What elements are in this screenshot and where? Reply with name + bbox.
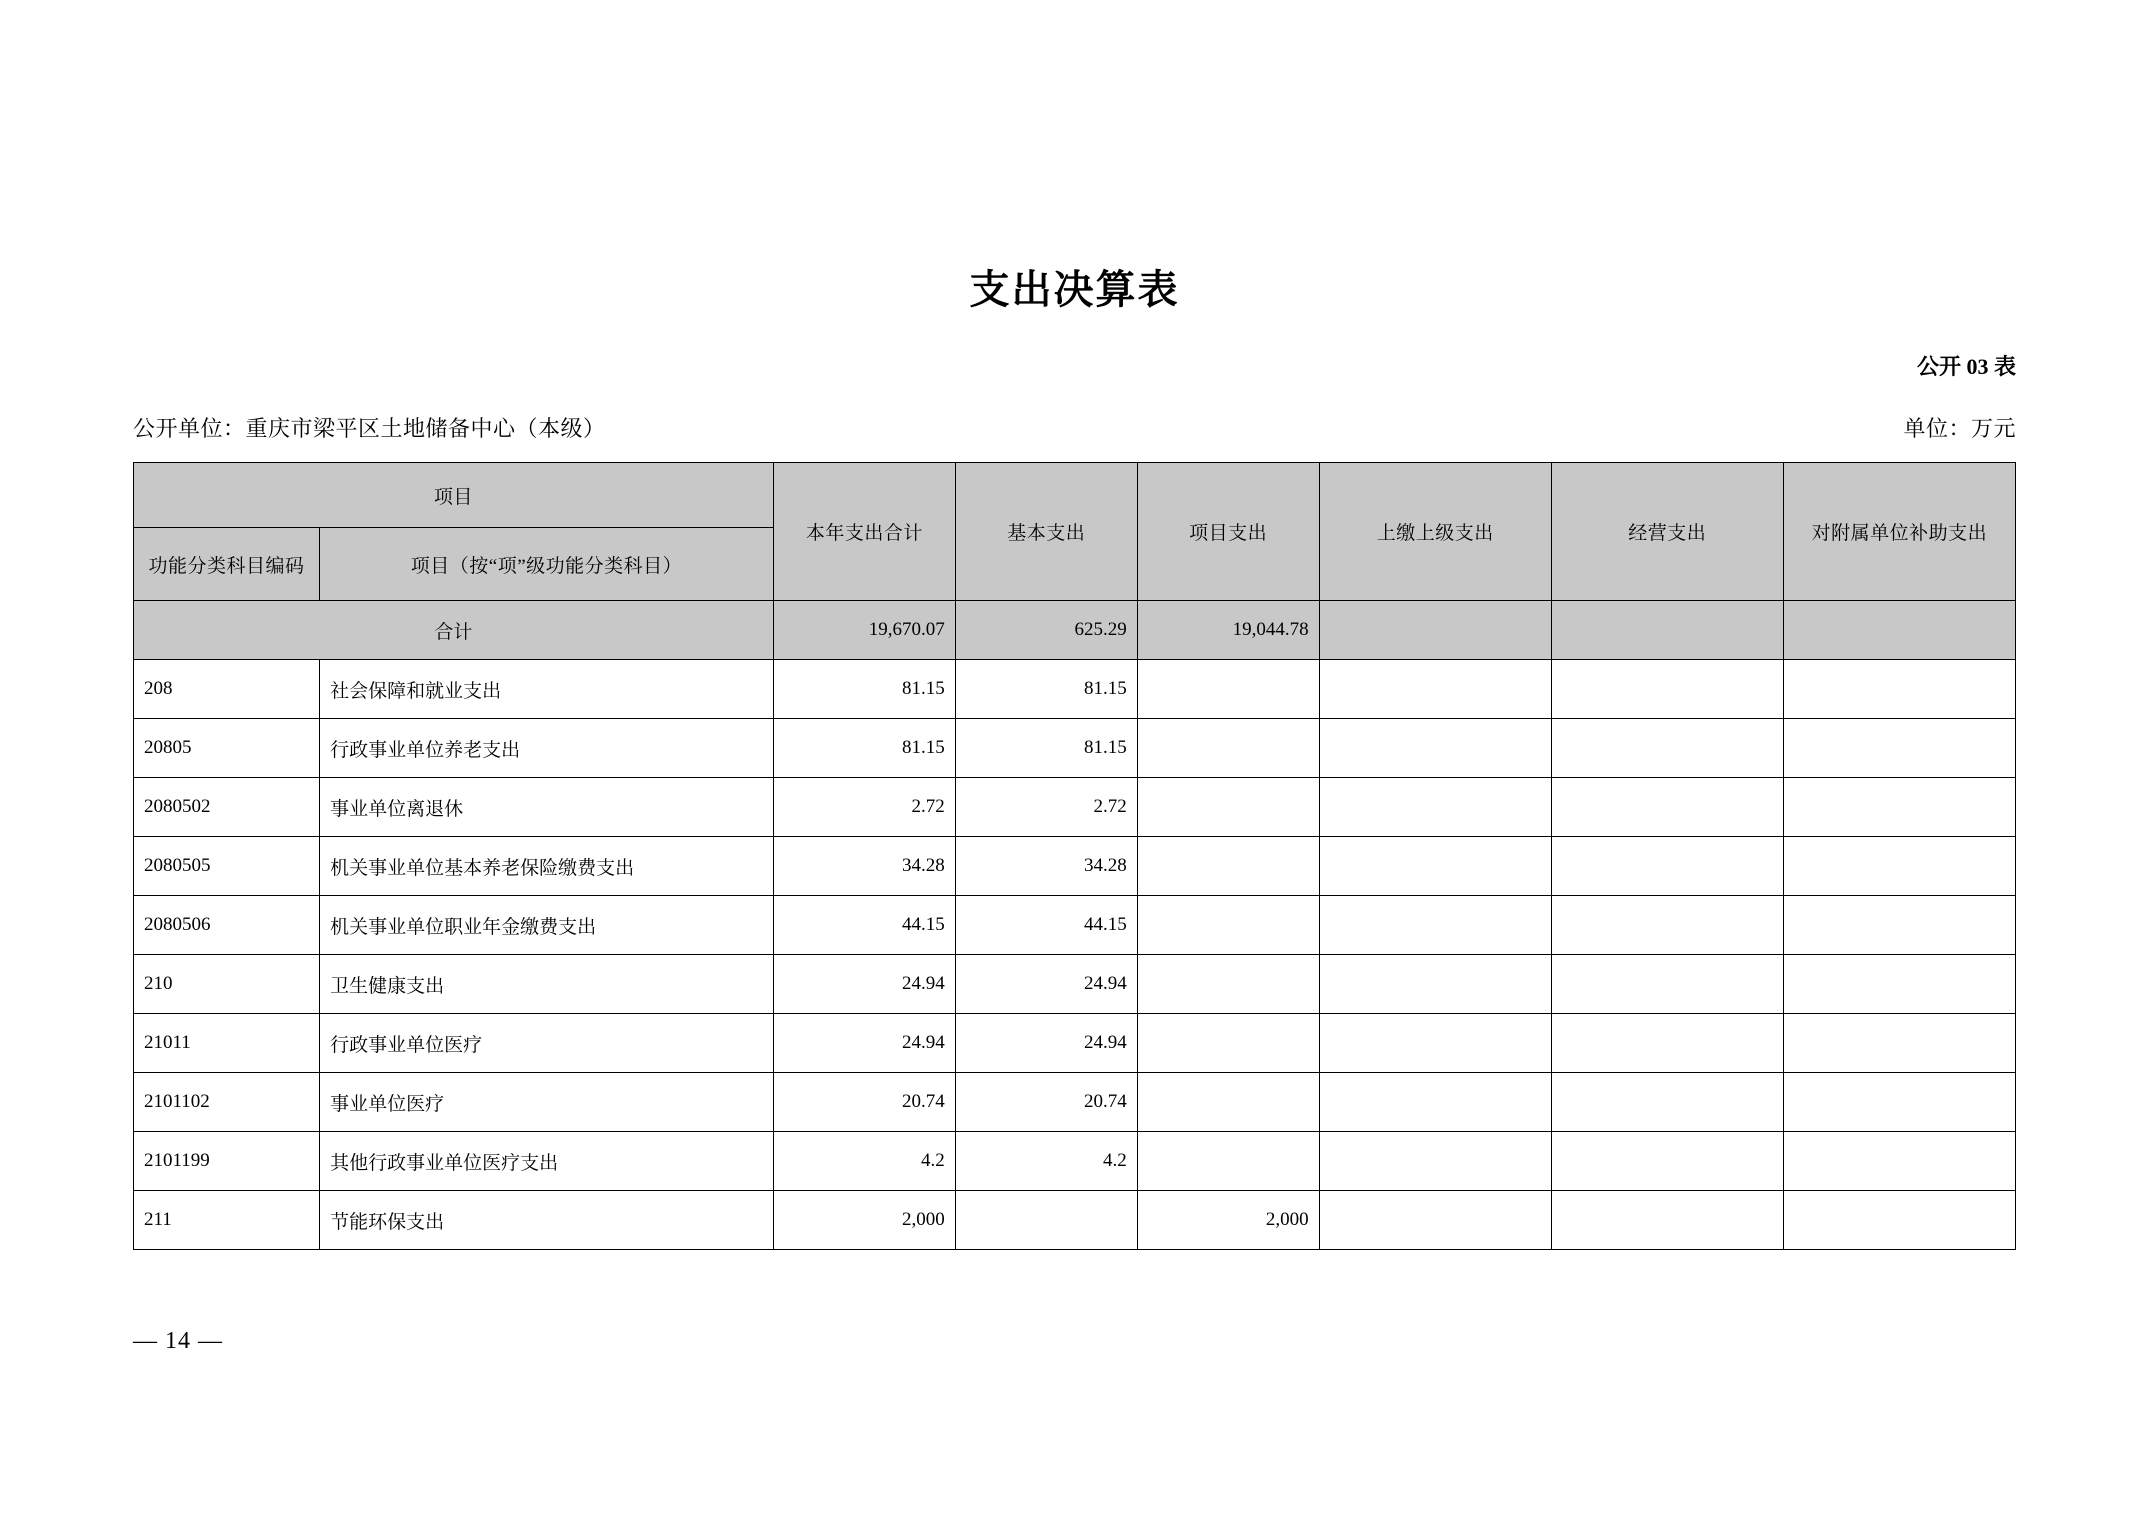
row-value-3 <box>1319 719 1551 778</box>
header-group-item: 项目 <box>134 463 774 528</box>
row-value-5 <box>1783 778 2015 837</box>
table-header-row-1 <box>134 463 2016 528</box>
row-value-0: 34.28 <box>773 837 955 896</box>
row-value-1: 2.72 <box>955 778 1137 837</box>
row-code: 2101102 <box>134 1073 320 1132</box>
row-value-0: 81.15 <box>773 719 955 778</box>
table-row <box>134 1191 2016 1250</box>
row-value-5 <box>1783 955 2015 1014</box>
row-value-3 <box>1319 1132 1551 1191</box>
header-upper-level-payment: 上缴上级支出 <box>1319 463 1551 601</box>
row-value-4 <box>1551 955 1783 1014</box>
row-value-4 <box>1551 719 1783 778</box>
row-value-3 <box>1319 955 1551 1014</box>
row-code: 2101199 <box>134 1132 320 1191</box>
row-code: 2080505 <box>134 837 320 896</box>
row-value-4 <box>1551 660 1783 719</box>
row-name: 社会保障和就业支出 <box>320 660 774 719</box>
row-value-2 <box>1137 660 1319 719</box>
row-value-2: 2,000 <box>1137 1191 1319 1250</box>
row-value-4 <box>1551 1014 1783 1073</box>
row-value-4 <box>1551 778 1783 837</box>
row-value-0: 4.2 <box>773 1132 955 1191</box>
row-value-0: 24.94 <box>773 955 955 1014</box>
row-value-0: 2,000 <box>773 1191 955 1250</box>
row-value-0: 81.15 <box>773 660 955 719</box>
meta-row <box>133 412 2016 443</box>
page-number: — 14 — <box>133 1328 223 1354</box>
page-title: 支出决算表 <box>969 267 1180 312</box>
row-value-5 <box>1783 719 2015 778</box>
row-value-1: 34.28 <box>955 837 1137 896</box>
row-value-3 <box>1319 837 1551 896</box>
row-value-3 <box>1319 778 1551 837</box>
row-value-2 <box>1137 837 1319 896</box>
row-value-2 <box>1137 1014 1319 1073</box>
row-value-0: 2.72 <box>773 778 955 837</box>
table-row <box>134 660 2016 719</box>
row-value-0: 44.15 <box>773 896 955 955</box>
row-value-3 <box>1319 1191 1551 1250</box>
row-value-0: 20.74 <box>773 1073 955 1132</box>
header-total-expenditure: 本年支出合计 <box>773 463 955 601</box>
row-name: 行政事业单位医疗 <box>320 1014 774 1073</box>
row-value-3 <box>1319 896 1551 955</box>
row-code: 2080506 <box>134 896 320 955</box>
row-value-1: 81.15 <box>955 719 1137 778</box>
table-row <box>134 896 2016 955</box>
table-row <box>134 778 2016 837</box>
row-value-4 <box>1551 896 1783 955</box>
table-row-total <box>134 601 2016 660</box>
row-code: 20805 <box>134 719 320 778</box>
header-function-code: 功能分类科目编码 <box>134 528 320 601</box>
disclosure-unit: 公开单位：重庆市梁平区土地储备中心（本级） <box>133 416 606 441</box>
row-value-5 <box>1783 837 2015 896</box>
row-code: 210 <box>134 955 320 1014</box>
row-name: 节能环保支出 <box>320 1191 774 1250</box>
row-value-2 <box>1137 1073 1319 1132</box>
row-value-1: 44.15 <box>955 896 1137 955</box>
row-name: 机关事业单位职业年金缴费支出 <box>320 896 774 955</box>
row-value-2 <box>1137 778 1319 837</box>
table-row <box>134 719 2016 778</box>
header-subsidiary-subsidy: 对附属单位补助支出 <box>1783 463 2015 601</box>
row-code: 2080502 <box>134 778 320 837</box>
total-value-3 <box>1319 601 1551 660</box>
row-name: 其他行政事业单位医疗支出 <box>320 1132 774 1191</box>
header-project-expenditure: 项目支出 <box>1137 463 1319 601</box>
total-value-5 <box>1783 601 2015 660</box>
row-name: 行政事业单位养老支出 <box>320 719 774 778</box>
row-value-4 <box>1551 837 1783 896</box>
table-body <box>134 601 2016 1250</box>
total-value-0: 19,670.07 <box>773 601 955 660</box>
row-value-4 <box>1551 1132 1783 1191</box>
row-name: 事业单位离退休 <box>320 778 774 837</box>
total-value-4 <box>1551 601 1783 660</box>
row-value-4 <box>1551 1073 1783 1132</box>
row-value-0: 24.94 <box>773 1014 955 1073</box>
row-value-1: 24.94 <box>955 955 1137 1014</box>
form-code: 公开 03 表 <box>1916 354 2016 379</box>
row-value-5 <box>1783 896 2015 955</box>
header-item-name: 项目（按“项”级功能分类科目） <box>320 528 774 601</box>
total-label: 合计 <box>134 601 774 660</box>
row-value-2 <box>1137 896 1319 955</box>
row-value-1: 24.94 <box>955 1014 1137 1073</box>
row-code: 211 <box>134 1191 320 1250</box>
row-value-5 <box>1783 1014 2015 1073</box>
expenditure-table <box>133 462 2016 1250</box>
total-value-1: 625.29 <box>955 601 1137 660</box>
row-name: 卫生健康支出 <box>320 955 774 1014</box>
row-name: 机关事业单位基本养老保险缴费支出 <box>320 837 774 896</box>
row-name: 事业单位医疗 <box>320 1073 774 1132</box>
table-row <box>134 1014 2016 1073</box>
total-value-2: 19,044.78 <box>1137 601 1319 660</box>
row-value-5 <box>1783 1191 2015 1250</box>
table-row <box>134 955 2016 1014</box>
row-value-4 <box>1551 1191 1783 1250</box>
row-code: 208 <box>134 660 320 719</box>
header-operating-expenditure: 经营支出 <box>1551 463 1783 601</box>
row-value-2 <box>1137 719 1319 778</box>
header-basic-expenditure: 基本支出 <box>955 463 1137 601</box>
row-value-1: 20.74 <box>955 1073 1137 1132</box>
row-value-3 <box>1319 1073 1551 1132</box>
table-row <box>134 1073 2016 1132</box>
row-value-3 <box>1319 660 1551 719</box>
row-value-2 <box>1137 955 1319 1014</box>
row-value-1 <box>955 1191 1137 1250</box>
amount-unit: 单位：万元 <box>1903 416 2016 441</box>
row-value-2 <box>1137 1132 1319 1191</box>
row-value-5 <box>1783 660 2015 719</box>
row-value-5 <box>1783 1073 2015 1132</box>
row-value-1: 4.2 <box>955 1132 1137 1191</box>
row-value-5 <box>1783 1132 2015 1191</box>
table-row <box>134 837 2016 896</box>
row-value-1: 81.15 <box>955 660 1137 719</box>
table-row <box>134 1132 2016 1191</box>
row-value-3 <box>1319 1014 1551 1073</box>
row-code: 21011 <box>134 1014 320 1073</box>
